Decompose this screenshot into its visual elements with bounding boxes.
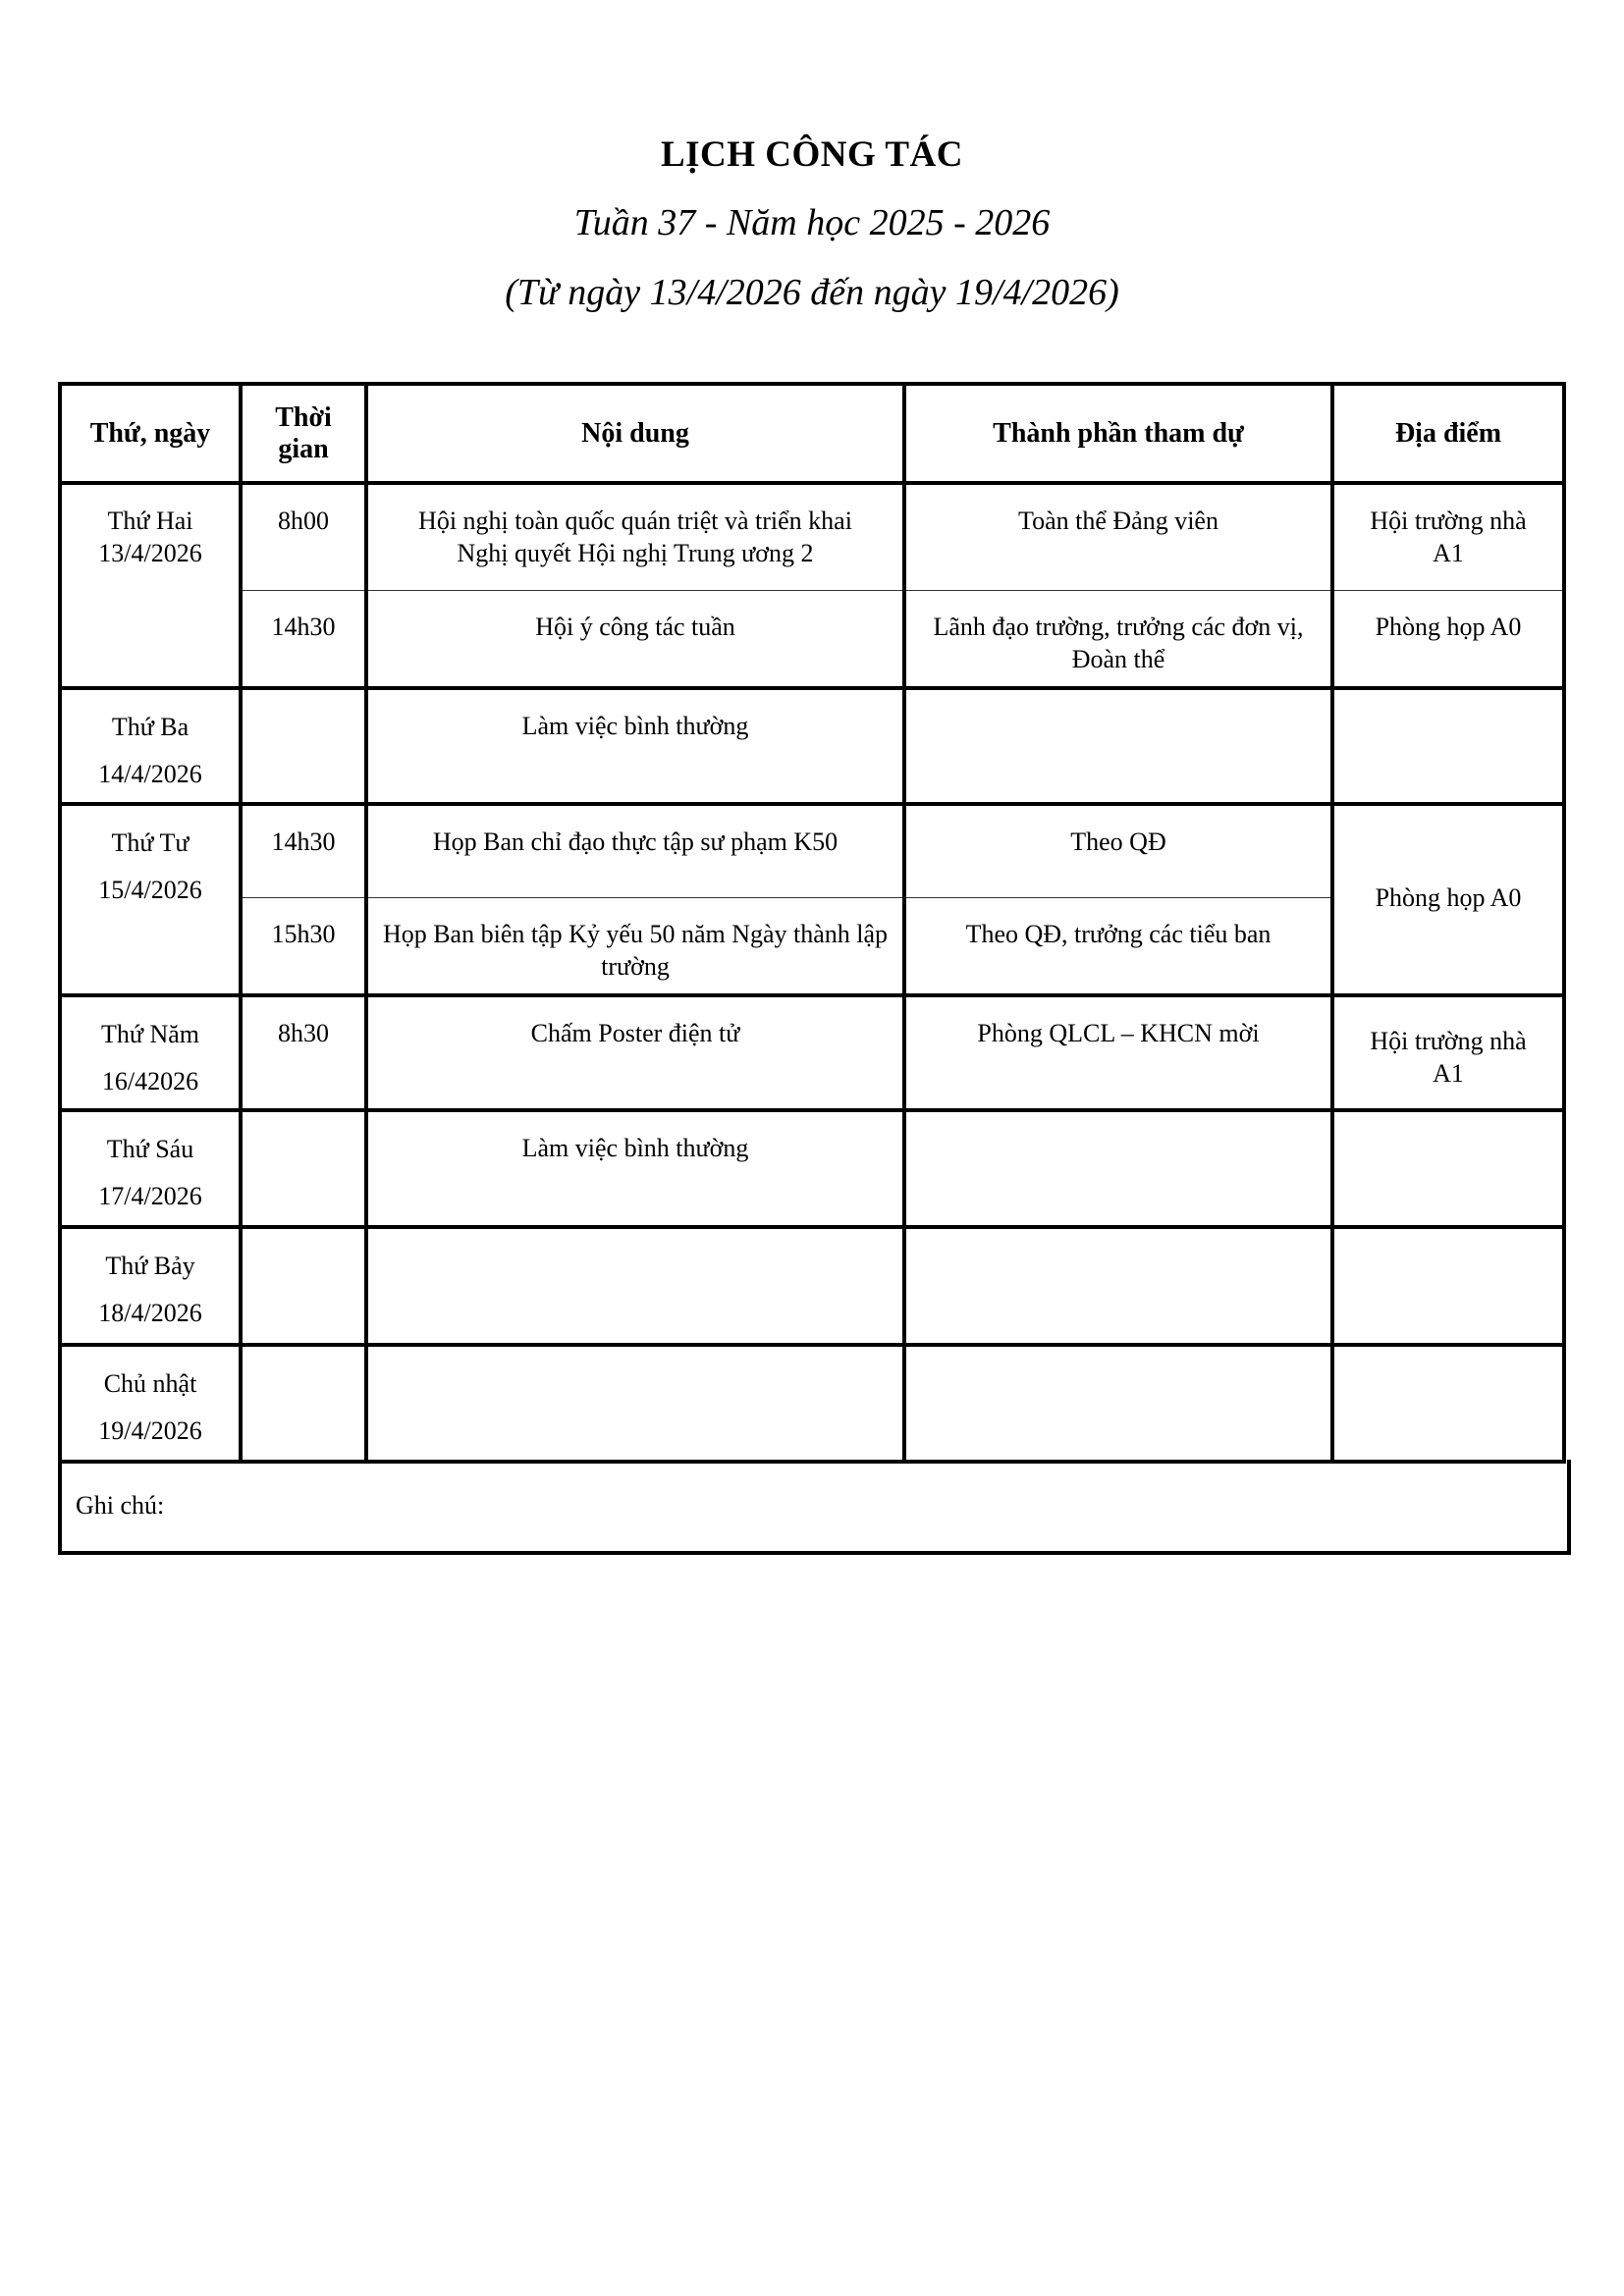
cell-text	[1334, 690, 1562, 710]
column-header-time	[241, 384, 366, 483]
day-date: 16/42026	[101, 1067, 199, 1095]
cell-text: Làm việc bình thường	[521, 1134, 749, 1162]
day-name: Thứ Năm	[100, 1020, 199, 1048]
cell-text: Theo QĐ	[1070, 828, 1166, 856]
content-cell	[366, 483, 904, 590]
day-date: 19/4/2026	[98, 1416, 202, 1445]
time-cell	[241, 995, 366, 1110]
cell-text: 8h00	[278, 507, 329, 535]
day-cell	[60, 1110, 241, 1227]
content-cell	[366, 804, 904, 897]
cell-text	[1334, 1347, 1562, 1366]
day-name: Thứ Sáu	[106, 1135, 194, 1163]
cell-text: 14h30	[271, 828, 336, 856]
document-title: LỊCH CÔNG TÁC	[660, 134, 964, 175]
day-cell	[60, 688, 241, 804]
time-cell	[241, 688, 366, 804]
column-header-day: Thứ, ngày	[60, 384, 241, 483]
column-header-location: Địa điểm	[1332, 384, 1564, 483]
cell-text: 15h30	[271, 919, 336, 948]
day-date: 18/4/2026	[98, 1299, 202, 1327]
cell-text: Phòng họp A0	[1375, 612, 1522, 641]
content-cell	[366, 897, 904, 995]
cell-text	[243, 1112, 364, 1132]
cell-text	[1334, 1229, 1562, 1249]
cell-text: Toàn thể Đảng viên	[1018, 507, 1218, 535]
participants-cell	[904, 483, 1332, 590]
location-cell	[1332, 688, 1564, 804]
table-row	[60, 995, 1564, 1110]
table-row	[60, 1110, 1564, 1227]
participants-cell	[904, 688, 1332, 804]
cell-text: 14h30	[271, 612, 336, 641]
day-name: Thứ Tư	[111, 828, 189, 857]
content-cell	[366, 1110, 904, 1227]
location-cell	[1332, 590, 1564, 688]
day-cell	[60, 804, 241, 995]
table-row	[60, 804, 1564, 897]
cell-text: Hội trường nhà A1	[1370, 507, 1527, 567]
table-row	[60, 688, 1564, 804]
table-row	[60, 1227, 1564, 1345]
time-cell	[241, 1227, 366, 1345]
time-cell	[241, 1345, 366, 1462]
column-header-time-line1: Thời	[275, 401, 332, 433]
cell-text: Phòng họp A0	[1375, 883, 1522, 912]
participants-cell	[904, 897, 1332, 995]
time-cell	[241, 590, 366, 688]
location-cell	[1332, 1227, 1564, 1345]
cell-text	[368, 1229, 902, 1249]
time-cell	[241, 1110, 366, 1227]
table-row	[60, 590, 1564, 688]
column-header-participants: Thành phần tham dự	[904, 384, 1332, 483]
notes-box	[58, 1460, 1571, 1555]
day-cell	[60, 995, 241, 1110]
time-cell	[241, 897, 366, 995]
cell-text: Hội ý công tác tuần	[535, 612, 735, 641]
time-cell	[241, 804, 366, 897]
participants-cell	[904, 590, 1332, 688]
table-row	[60, 483, 1564, 590]
cell-text: Làm việc bình thường	[521, 712, 749, 740]
location-cell	[1332, 1110, 1564, 1227]
cell-text	[906, 1347, 1330, 1366]
day-date: 13/4/2026	[98, 539, 202, 567]
cell-text: Họp Ban chỉ đạo thực tập sư phạm K50	[432, 828, 839, 856]
cell-text	[906, 690, 1330, 710]
content-cell	[366, 995, 904, 1110]
location-cell	[1332, 995, 1564, 1110]
day-date: 17/4/2026	[98, 1182, 202, 1210]
cell-text: Họp Ban biên tập Kỷ yếu 50 năm Ngày thành lập trường	[382, 919, 889, 981]
cell-text	[906, 1112, 1330, 1132]
day-cell	[60, 1345, 241, 1462]
cell-text	[368, 1347, 902, 1366]
content-cell	[366, 1345, 904, 1462]
cell-text: Lãnh đạo trường, trưởng các đơn vị, Đoàn thể	[933, 612, 1304, 673]
content-cell	[366, 688, 904, 804]
cell-text	[906, 1229, 1330, 1249]
cell-text	[1334, 1112, 1562, 1132]
table-row	[60, 1345, 1564, 1462]
participants-cell	[904, 1227, 1332, 1345]
participants-cell	[904, 1345, 1332, 1462]
cell-text: Hội trường nhà A1	[1370, 1027, 1527, 1088]
day-name: Thứ Ba	[111, 713, 189, 741]
day-name: Thứ Bảy	[105, 1252, 195, 1280]
week-subtitle: Tuần 37 - Năm học 2025 - 2026	[573, 202, 1051, 243]
column-header-time-line2: gian	[278, 433, 329, 464]
cell-text: 8h30	[278, 1019, 329, 1047]
day-name: Chủ nhật	[103, 1369, 197, 1398]
day-cell	[60, 1227, 241, 1345]
day-date: 15/4/2026	[98, 876, 202, 904]
content-cell	[366, 590, 904, 688]
column-header-content: Nội dung	[366, 384, 904, 483]
schedule-table	[58, 382, 1566, 1464]
date-range: (Từ ngày 13/4/2026 đến ngày 19/4/2026)	[505, 272, 1119, 313]
table-header-row	[60, 384, 1564, 483]
participants-cell	[904, 1110, 1332, 1227]
cell-text: Phòng QLCL – KHCN mời	[977, 1019, 1260, 1047]
location-cell	[1332, 483, 1564, 590]
location-cell	[1332, 1345, 1564, 1462]
participants-cell	[904, 995, 1332, 1110]
cell-text: Hội nghị toàn quốc quán triệt và triển khai Nghị quyết Hội nghị Trung ương 2	[418, 507, 852, 567]
day-date: 14/4/2026	[98, 760, 202, 788]
day-cell	[60, 483, 241, 688]
location-cell	[1332, 804, 1564, 995]
cell-text	[243, 1347, 364, 1366]
cell-text	[243, 690, 364, 710]
notes-label: Ghi chú:	[76, 1491, 165, 1520]
day-name: Thứ Hai	[107, 507, 193, 535]
content-cell	[366, 1227, 904, 1345]
participants-cell	[904, 804, 1332, 897]
time-cell	[241, 483, 366, 590]
cell-text: Theo QĐ, trưởng các tiểu ban	[965, 919, 1272, 948]
cell-text	[243, 1229, 364, 1249]
cell-text: Chấm Poster điện tử	[530, 1019, 740, 1047]
